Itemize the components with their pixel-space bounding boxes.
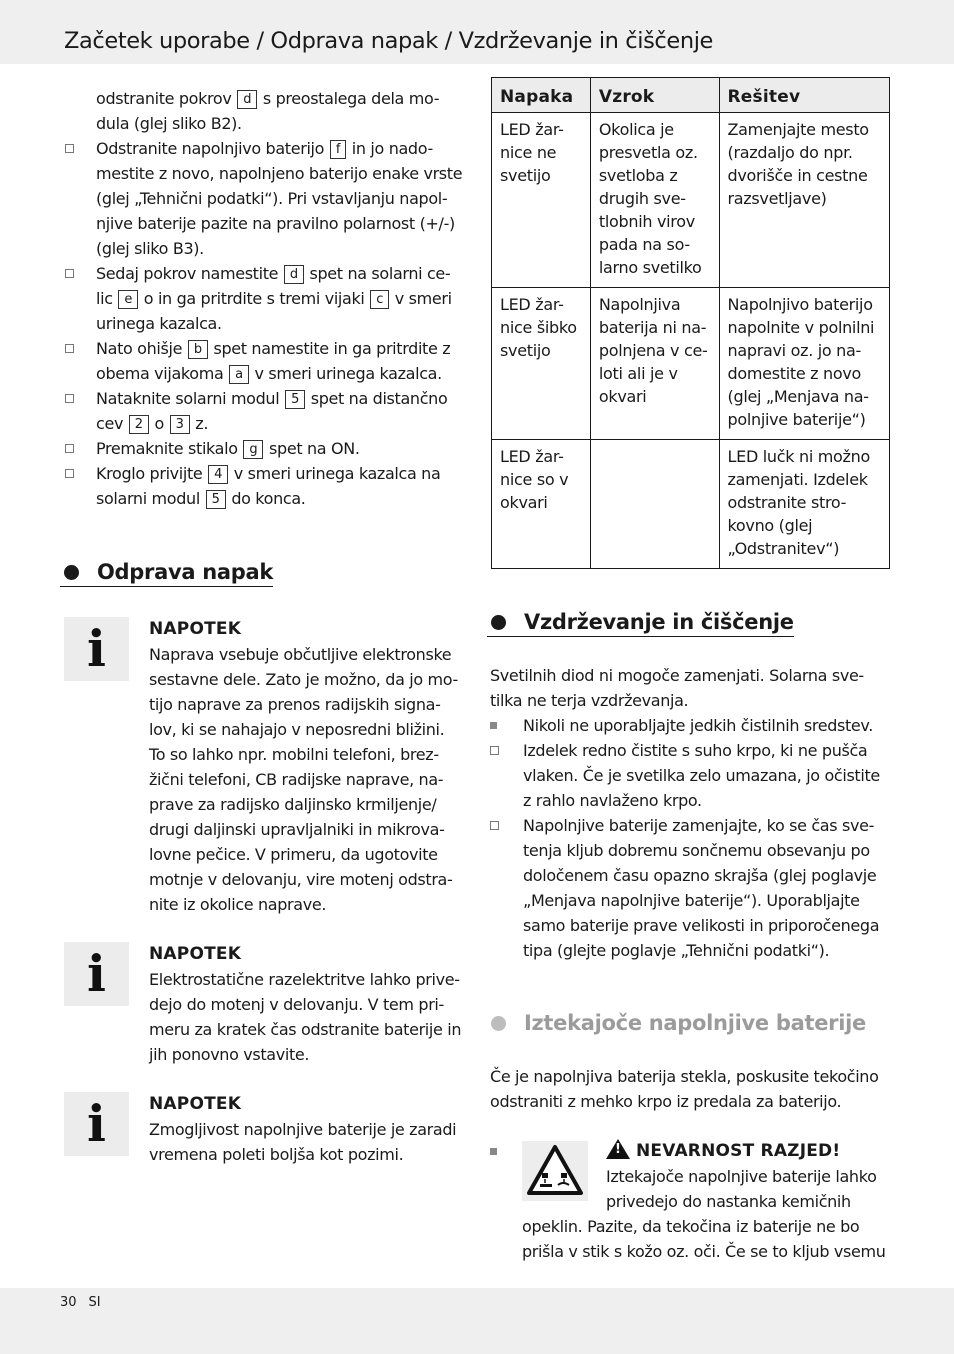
step-line: mestite z novo, napolnjeno baterijo enake vrste (96, 164, 463, 183)
step-line: (glej „Tehnični podatki“). Pri vstavljanju napol- (96, 189, 448, 208)
cell-line: okvari (598, 387, 647, 406)
step-text: cev (96, 414, 128, 433)
step-text: s preostalega dela mo- (258, 89, 440, 108)
note-line: motnje v delovanju, vire motenj odstra- (149, 870, 453, 889)
list-line: „Menjava napolnjive baterije“). Uporabljajte (523, 891, 860, 910)
cell-line: napolnite v polnilni (727, 318, 875, 337)
corrosive-hazard-icon (522, 1141, 588, 1201)
step-text: Odstranite napolnjivo baterijo (96, 139, 329, 158)
step-text: lic (96, 289, 118, 308)
warning-line: Iztekajoče napolnjive baterije lahko (606, 1167, 877, 1186)
page-number: 30 (60, 1295, 77, 1310)
step-line (96, 86, 465, 111)
info-icon: i (64, 617, 129, 681)
warning-triangle-icon: ! (606, 1139, 630, 1159)
list-line: z rahlo navlaženo krpo. (523, 791, 702, 810)
checkbox-bullet-icon (65, 461, 74, 486)
list-line: Napolnjive baterije zamenjajte, ko se čas sve- (523, 816, 875, 835)
cell-line: razsvetljave) (727, 189, 827, 208)
note-line: jih ponovno vstavite. (149, 1045, 310, 1064)
note-line: Zmogljivost napolnjive baterije je zaradi (149, 1120, 457, 1139)
note-heading: NAPOTEK (149, 1094, 242, 1114)
warning-line: prišla v stik s kožo oz. oči. Če se to kljub vsemu (522, 1242, 886, 1261)
cell-line: nice ne (500, 143, 557, 162)
table-cell (719, 288, 889, 440)
list-line: določenem času opazno skrajša (glej poglavje (523, 866, 877, 885)
cell-line: (razdaljo do npr. (727, 143, 853, 162)
section-bullet-icon (491, 615, 506, 630)
step-line (96, 386, 465, 411)
paragraph-line: odstraniti z mehko krpo iz predala za baterijo. (490, 1092, 842, 1111)
checkbox-bullet-icon (65, 336, 74, 361)
part-ref: a (229, 365, 249, 384)
section-maintenance-heading (487, 610, 794, 637)
step-text: in jo nado- (347, 139, 433, 158)
page-footer (60, 1295, 101, 1310)
paragraph-line: tilka ne terja vzdrževanja. (490, 691, 689, 710)
step-line (96, 336, 465, 361)
warning-line: privedejo do nastanka kemičnih (606, 1192, 851, 1211)
square-bullet-icon (490, 1148, 497, 1155)
cell-line: svetijo (500, 341, 551, 360)
info-icon: i (64, 942, 129, 1006)
note-line: To so lahko npr. mobilni telefoni, brez- (149, 745, 439, 764)
step-item (60, 386, 465, 436)
leaking-body (490, 1064, 890, 1114)
warning-text-continued (522, 1214, 890, 1264)
fault-table (491, 77, 890, 569)
list-item (490, 713, 890, 738)
cell-line: baterija ni na- (598, 318, 707, 337)
step-line (96, 261, 465, 286)
section-leaking-heading (487, 1011, 866, 1035)
note-line: Elektrostatične razelektritve lahko prive- (149, 970, 460, 989)
note-content (149, 617, 464, 917)
checkbox-bullet-icon (490, 738, 499, 763)
list-item (490, 738, 890, 813)
cell-line: svetloba z (598, 166, 678, 185)
list-item (490, 813, 890, 963)
cell-line: domestite z novo (727, 364, 862, 383)
cell-line: polnjive baterije“) (727, 410, 866, 429)
step-text: solarni modul (96, 489, 205, 508)
list-line: samo baterije prave velikosti in priporočenega (523, 916, 880, 935)
step-line: dula (glej sliko B2). (96, 114, 242, 133)
note-line: lovne pečice. V primeru, da ugotovite (149, 845, 438, 864)
warning-heading: NEVARNOST RAZJED! (636, 1141, 841, 1161)
step-item (60, 336, 465, 386)
cell-line: tlobnih virov (598, 212, 695, 231)
step-line: njive baterije pazite na pravilno polarnost (+/-) (96, 214, 455, 233)
step-text: odstranite pokrov (96, 89, 237, 108)
table-row (492, 288, 890, 440)
language-code: SI (88, 1295, 101, 1310)
section-title: Iztekajoče napolnjive baterije (524, 1011, 866, 1035)
cell-line: svetijo (500, 166, 551, 185)
part-ref: b (188, 340, 208, 359)
step-list (60, 86, 465, 511)
step-text: z. (190, 414, 209, 433)
cell-line: napravi oz. jo na- (727, 341, 861, 360)
warning-line: opeklin. Pazite, da tekočina iz baterije ne bo (522, 1217, 860, 1236)
part-ref: g (243, 440, 263, 459)
paragraph-line: Če je napolnjiva baterija stekla, poskusite tekočino (490, 1067, 879, 1086)
step-item (60, 86, 465, 136)
note-content (149, 1092, 464, 1167)
note-line: nite iz okolice naprave. (149, 895, 327, 914)
cell-line: loti ali je v (598, 364, 678, 383)
cell-line: „Odstranitev“) (727, 539, 840, 558)
cell-line: pada na so- (598, 235, 690, 254)
cell-line: Napolnjivo baterijo (727, 295, 873, 314)
section-title: Odprava napak (97, 560, 274, 584)
cell-line: drugih sve- (598, 189, 686, 208)
note-line: dejo do motenj v delovanju. V tem pri- (149, 995, 444, 1014)
list-line: Izdelek redno čistite s suho krpo, ki ne pušča (523, 741, 868, 760)
step-text: spet na distančno (305, 389, 448, 408)
step-item (60, 436, 465, 461)
cell-line: dvorišče in cestne (727, 166, 868, 185)
cell-line: LED žar- (500, 295, 564, 314)
table-cell (590, 113, 719, 288)
step-item (60, 136, 465, 261)
list-line: tipa (glejte poglavje „Tehnični podatki“). (523, 941, 830, 960)
note-line: žični telefoni, CB radijske naprave, na- (149, 770, 444, 789)
step-item (60, 461, 465, 511)
checkbox-bullet-icon (490, 813, 499, 838)
cell-line: LED žar- (500, 120, 564, 139)
step-line (96, 411, 465, 436)
section-bullet-icon (64, 565, 79, 580)
cell-line: zamenjati. Izdelek (727, 470, 868, 489)
cell-line: larno svetilko (598, 258, 702, 277)
step-text: Nataknite solarni modul (96, 389, 285, 408)
step-text: Nato ohišje (96, 339, 187, 358)
table-cell (492, 113, 591, 288)
note-heading: NAPOTEK (149, 619, 242, 639)
step-line (96, 361, 465, 386)
cell-line: polnjena v ce- (598, 341, 708, 360)
step-line (96, 461, 465, 486)
part-ref: 5 (285, 390, 305, 409)
step-text: spet namestite in ga pritrdite z (208, 339, 451, 358)
column-header: Vzrok (590, 78, 719, 113)
step-line: (glej sliko B3). (96, 239, 204, 258)
cell-line: presvetla oz. (598, 143, 698, 162)
part-ref: 4 (208, 465, 228, 484)
part-ref: d (237, 90, 257, 109)
list-line: Nikoli ne uporabljajte jedkih čistilnih sredstev. (523, 716, 874, 735)
table-cell (590, 288, 719, 440)
table-header-row (492, 78, 890, 113)
warning-text (606, 1139, 896, 1214)
step-text: o (149, 414, 169, 433)
maintenance-body (490, 663, 890, 963)
checkbox-bullet-icon (65, 136, 74, 161)
step-text: v smeri urinega kazalca. (249, 364, 442, 383)
table-cell (590, 440, 719, 569)
table-row (492, 440, 890, 569)
part-ref: 5 (206, 490, 226, 509)
cell-line: kovno (glej (727, 516, 813, 535)
cell-line: Zamenjajte mesto (727, 120, 869, 139)
step-line: urinega kazalca. (96, 314, 222, 333)
step-line (96, 286, 465, 311)
step-text: Sedaj pokrov namestite (96, 264, 283, 283)
note-line: tijo naprave za prenos radijskih signa- (149, 695, 441, 714)
step-text: v smeri urinega kazalca na (229, 464, 441, 483)
cell-line: Napolnjiva (598, 295, 681, 314)
list-line: tenja kljub dobremu sončnemu obsevanju po (523, 841, 870, 860)
info-icon: i (64, 1092, 129, 1156)
step-text: do konca. (226, 489, 306, 508)
step-line (96, 436, 465, 461)
section-title: Vzdrževanje in čiščenje (524, 610, 794, 634)
checkbox-bullet-icon (65, 386, 74, 411)
step-item (60, 261, 465, 336)
step-line (96, 486, 465, 511)
footer-band (0, 1288, 954, 1354)
note-content (149, 942, 464, 1067)
list-line: vlaken. Če je svetilka zelo umazana, jo očistite (523, 766, 880, 785)
note-line: prave za radijsko daljinsko krmiljenje/ (149, 795, 437, 814)
part-ref: 2 (129, 415, 149, 434)
cell-line: Okolica je (598, 120, 674, 139)
cell-line: nice so v (500, 470, 569, 489)
step-text: v smeri (390, 289, 452, 308)
table-cell (492, 440, 591, 569)
step-text: obema vijakoma (96, 364, 229, 383)
part-ref: c (370, 290, 389, 309)
note-line: lov, ki se nahajajo v neposredni bližini. (149, 720, 445, 739)
cell-line: LED lučk ni možno (727, 447, 870, 466)
note-heading: NAPOTEK (149, 944, 242, 964)
note-line: Naprava vsebuje občutljive elektronske (149, 645, 452, 664)
warning-heading-row (606, 1139, 896, 1164)
checkbox-bullet-icon (65, 261, 74, 286)
step-text: spet na ON. (264, 439, 360, 458)
table-cell (492, 288, 591, 440)
part-ref: d (284, 265, 304, 284)
cell-line: (glej „Menjava na- (727, 387, 869, 406)
part-ref: 3 (170, 415, 190, 434)
note-line: sestavne dele. Zato je možno, da jo mo- (149, 670, 458, 689)
column-header: Napaka (492, 78, 591, 113)
checkbox-bullet-icon (65, 436, 74, 461)
section-troubleshooting-heading (60, 560, 273, 587)
step-text: Premaknite stikalo (96, 439, 243, 458)
warning-block (490, 1139, 890, 1264)
page-title: Začetek uporabe / Odprava napak / Vzdrževanje in čiščenje (64, 28, 713, 54)
part-ref: e (118, 290, 138, 309)
step-line (96, 136, 465, 161)
table-row (492, 113, 890, 288)
step-text: o in ga pritrdite s tremi vijaki (139, 289, 370, 308)
note-line: drugi daljinski upravljalniki in mikrova- (149, 820, 445, 839)
note-line: meru za kratek čas odstranite baterije in (149, 1020, 462, 1039)
step-text: spet na solarni ce- (304, 264, 451, 283)
cell-line: nice šibko (500, 318, 577, 337)
step-text: Kroglo privijte (96, 464, 208, 483)
table-cell (719, 113, 889, 288)
square-bullet-icon (490, 713, 499, 738)
cell-line: LED žar- (500, 447, 564, 466)
table-cell (719, 440, 889, 569)
paragraph-line: Svetilnih diod ni mogoče zamenjati. Solarna sve- (490, 666, 864, 685)
cell-line: okvari (500, 493, 548, 512)
column-header: Rešitev (719, 78, 889, 113)
cell-line: odstranite stro- (727, 493, 847, 512)
part-ref: f (330, 140, 346, 159)
note-line: vremena poleti boljša kot pozimi. (149, 1145, 404, 1164)
section-bullet-icon (491, 1016, 506, 1031)
